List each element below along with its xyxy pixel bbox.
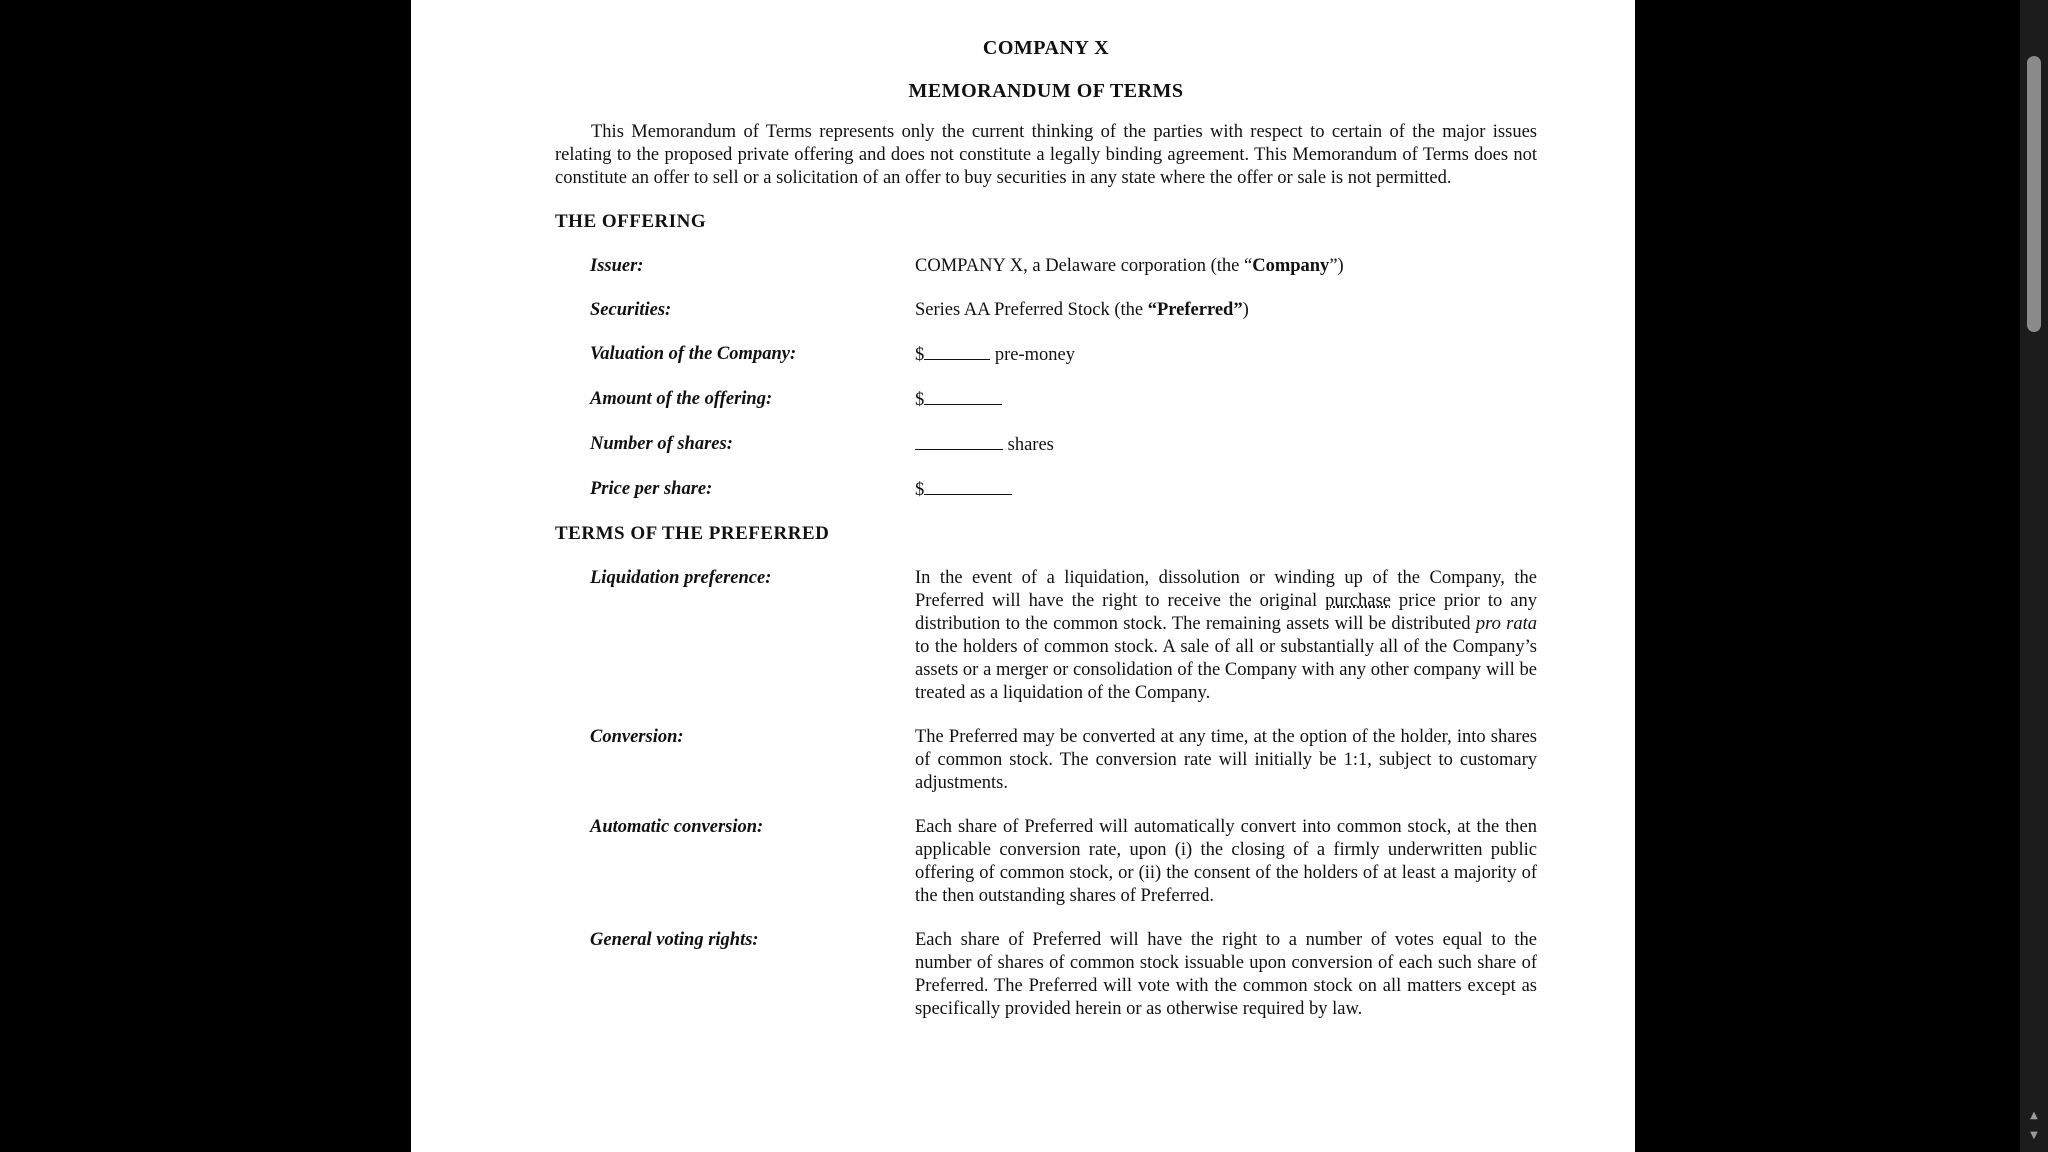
page-content <box>555 34 1537 1021</box>
blank-line <box>924 388 1002 405</box>
term-value: Each share of Preferred will automatically convert into common stock, at the then applicable conversion rate, upon (i) the closing of a firmly underwritten public offering of common stock, or (ii) the consent of the holders of at least a majority of the then outstanding shares of Preferred. <box>915 817 1537 906</box>
term-value-text: ) <box>1242 300 1249 320</box>
term-row-conversion <box>590 726 1537 795</box>
term-value <box>915 388 1537 412</box>
term-value-text: price prior to any distribution to the common stock. The remaining assets will be distributed <box>915 591 1537 634</box>
blank-line <box>924 478 1012 495</box>
document-title: COMPANY X <box>982 37 1110 59</box>
term-label: Valuation of the Company: <box>590 344 797 364</box>
term-row-liquidation <box>590 567 1537 705</box>
blank-line <box>924 343 990 360</box>
currency-symbol: $ <box>915 480 925 500</box>
term-label: Automatic conversion: <box>590 817 764 837</box>
intro-paragraph: This Memorandum of Terms represents only the current thinking of the parties with respect to certain of the major issues relating to the proposed private offering and does not constitute a legally binding agreement. This Memorandum of Terms does not constitute an offer to sell or a solicitation of an offer to buy securities in any state where the offer or sale is not permitted. <box>555 122 1537 188</box>
scroll-up-icon[interactable]: ▲ <box>2030 1110 2038 1121</box>
term-value-text: COMPANY X, a Delaware corporation (the “ <box>915 256 1253 276</box>
scrollbar-thumb[interactable] <box>2027 56 2041 332</box>
vertical-scrollbar[interactable] <box>2020 0 2048 1152</box>
term-label: Liquidation preference: <box>590 568 772 588</box>
term-label: Securities: <box>590 300 672 320</box>
term-value <box>915 343 1537 367</box>
term-row-price <box>590 478 1537 502</box>
currency-symbol: $ <box>915 345 925 365</box>
term-value-text: Series AA Preferred Stock (the <box>915 300 1148 320</box>
term-value-underlined: purchase <box>1325 591 1391 611</box>
term-value <box>915 567 1537 705</box>
term-label: General voting rights: <box>590 930 759 950</box>
term-value-text: ”) <box>1329 256 1344 276</box>
term-value-text: In the event of a liquidation, dissolution or winding up of the Company, the Preferred will have the right to receive the original <box>915 568 1537 611</box>
term-row-issuer <box>590 255 1537 278</box>
section-heading-preferred: TERMS OF THE PREFERRED <box>555 523 830 544</box>
term-label: Price per share: <box>590 479 713 499</box>
blank-line <box>915 433 1003 450</box>
document-subtitle: MEMORANDUM OF TERMS <box>908 80 1184 102</box>
term-label: Amount of the offering: <box>590 389 773 409</box>
term-row-shares <box>590 433 1537 457</box>
term-label: Conversion: <box>590 727 684 747</box>
term-label: Issuer: <box>590 256 644 276</box>
term-value <box>915 255 1537 278</box>
term-value-bold: Company <box>1252 256 1330 276</box>
term-value: Each share of Preferred will have the right to a number of votes equal to the number of shares of common stock issuable upon conversion of each such share of Preferred. The Preferred will vote with the common stock on all matters except as specifically provided herein or as otherwise required by law. <box>915 930 1537 1019</box>
currency-symbol: $ <box>915 390 925 410</box>
term-row-automatic-conversion <box>590 816 1537 908</box>
scroll-down-icon[interactable]: ▼ <box>2030 1130 2038 1141</box>
term-label: Number of shares: <box>590 434 733 454</box>
term-value-italic: pro rata <box>1475 614 1537 634</box>
term-value-text: pre-money <box>990 345 1076 365</box>
term-value <box>915 433 1537 457</box>
term-value: The Preferred may be converted at any time, at the option of the holder, into shares of common stock. The conversion rate will initially be 1:1, subject to customary adjustments. <box>915 727 1537 793</box>
section-heading-offering: THE OFFERING <box>555 211 707 232</box>
term-value <box>915 478 1537 502</box>
term-row-voting <box>590 929 1537 1021</box>
term-row-amount <box>590 388 1537 412</box>
term-value <box>915 299 1537 322</box>
term-row-securities <box>590 299 1537 322</box>
term-value-text: shares <box>1003 435 1054 455</box>
term-row-valuation <box>590 343 1537 367</box>
document-page <box>411 0 1635 1152</box>
term-value-bold: “Preferred” <box>1147 300 1243 320</box>
term-value-text: to the holders of common stock. A sale of all or substantially all of the Company’s assets or a merger or consolidation of the Company with any other company will be treated as a liquidation of the Company. <box>915 637 1537 703</box>
